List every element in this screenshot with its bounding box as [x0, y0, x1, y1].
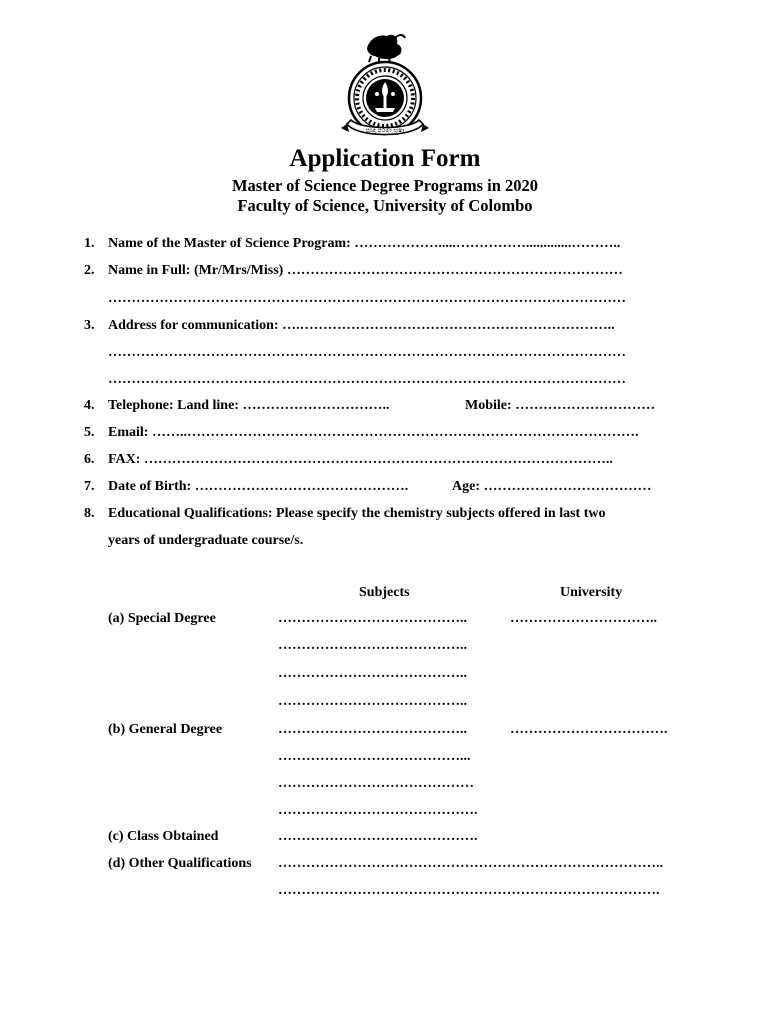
- item-number-2: 2.: [84, 263, 95, 278]
- full-name-field[interactable]: Name in Full: (Mr/Mrs/Miss) ………………………………………………………………: [108, 263, 623, 278]
- item-number-1: 1.: [84, 236, 95, 251]
- fax-field[interactable]: FAX: ………………………………………………………………………………………..: [108, 452, 613, 467]
- university-seal: [337, 28, 433, 144]
- other-qualifications-label: (d) Other Qualifications: [108, 856, 252, 871]
- item-number-5: 5.: [84, 425, 95, 440]
- special-degree-label: (a) Special Degree: [108, 611, 216, 626]
- general-subject-field-2[interactable]: …………………………………...: [278, 749, 471, 764]
- item-number-4: 4.: [84, 398, 95, 413]
- special-subject-field-4[interactable]: …………………………………..: [278, 694, 467, 709]
- special-subject-field-3[interactable]: …………………………………..: [278, 666, 467, 681]
- university-column-header: University: [560, 585, 623, 600]
- other-qualifications-field-1[interactable]: ………………………………………………………………………..: [278, 856, 663, 871]
- general-degree-label: (b) General Degree: [108, 722, 223, 737]
- address-field-line-3[interactable]: …………………………………………………………………………………………………: [108, 372, 626, 387]
- form-title: Application Form: [289, 145, 481, 172]
- landline-field[interactable]: Telephone: Land line: …………………………..: [108, 398, 390, 413]
- special-university-field[interactable]: …………………………..: [510, 611, 657, 626]
- general-university-field[interactable]: …………………………….: [510, 722, 668, 737]
- date-of-birth-field[interactable]: Date of Birth: ……………………………………….: [108, 479, 409, 494]
- mobile-field[interactable]: Mobile: …………………………: [465, 398, 656, 413]
- faculty-title: Faculty of Science, University of Colombo: [237, 196, 533, 215]
- lion-crest-icon: [367, 35, 405, 63]
- educational-qualifications-label-line-2: years of undergraduate course/s.: [108, 533, 304, 548]
- class-obtained-label: (c) Class Obtained: [108, 829, 219, 844]
- email-field[interactable]: Email: ……..…………………………………………………………………………………….: [108, 425, 639, 440]
- form-subtitle: Master of Science Degree Programs in 2020: [231, 176, 539, 195]
- program-name-field[interactable]: Name of the Master of Science Program: ……………….....…………….............………..: [108, 236, 621, 251]
- full-name-field-line-2[interactable]: …………………………………………………………………………………………………: [108, 291, 626, 306]
- special-subject-field-2[interactable]: …………………………………..: [278, 638, 467, 653]
- educational-qualifications-label: Educational Qualifications: Please specify the chemistry subjects offered in last two: [108, 506, 606, 521]
- general-subject-field-3[interactable]: ……………………………………: [278, 776, 474, 791]
- item-number-6: 6.: [84, 452, 95, 467]
- address-field[interactable]: Address for communication: ….…………………………………………………………..: [108, 318, 615, 333]
- item-number-8: 8.: [84, 506, 95, 521]
- special-subject-field-1[interactable]: …………………………………..: [278, 611, 467, 626]
- address-field-line-2[interactable]: …………………………………………………………………………………………………: [108, 345, 626, 360]
- general-subject-field-1[interactable]: …………………………………..: [278, 722, 467, 737]
- item-number-7: 7.: [84, 479, 95, 494]
- item-number-3: 3.: [84, 318, 95, 333]
- seal-motto: ප්‍රඥා පරමා භූෂා: [365, 127, 405, 134]
- subjects-column-header: Subjects: [359, 585, 410, 600]
- class-obtained-field[interactable]: …………………………………….: [278, 829, 478, 844]
- age-field[interactable]: Age: ………………………………: [452, 479, 652, 494]
- other-qualifications-field-2[interactable]: ……………………………………………………………………….: [278, 883, 660, 898]
- general-subject-field-4[interactable]: …………………………………….: [278, 803, 478, 818]
